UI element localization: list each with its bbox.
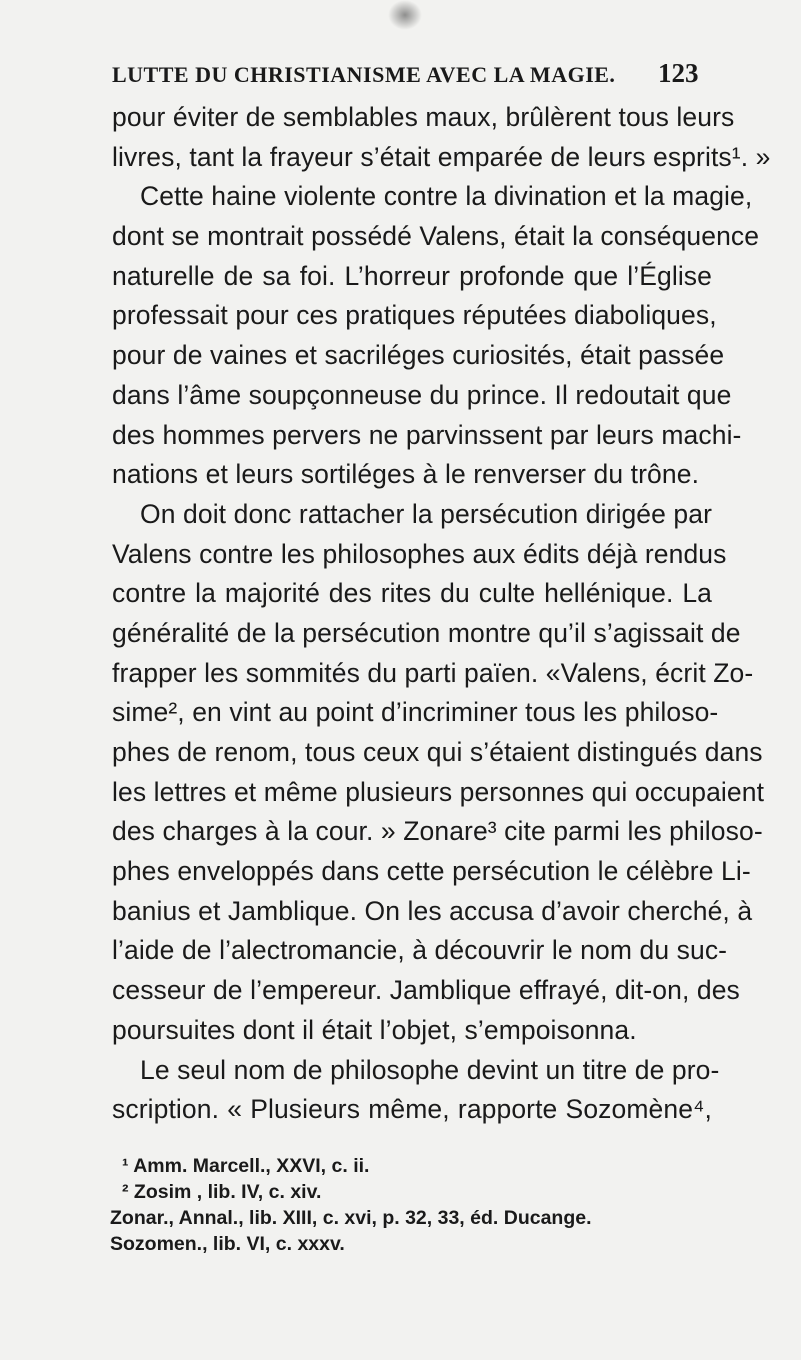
ink-stain xyxy=(388,0,422,30)
text-line: cesseur de l’empereur. Jamblique effrayé, dit-on, des xyxy=(112,975,740,1006)
text-line: dont se montrait possédé Valens, était la conséquence xyxy=(112,221,760,252)
page-header xyxy=(0,58,801,98)
text-line: sime², en vint au point d’incriminer tous les philoso- xyxy=(112,697,719,728)
text-line: naturelle de sa foi. L’horreur profonde que l’Église xyxy=(112,260,712,291)
text-line: des hommes pervers ne parvinssent par leurs machi- xyxy=(112,419,742,450)
text-line: On doit donc rattacher la persécution dirigée par xyxy=(140,498,713,529)
text-line: Valens contre les philosophes aux édits déjà rendus xyxy=(112,538,727,569)
text-line: dans l’âme soupçonneuse du prince. Il redoutait que xyxy=(112,379,732,410)
page-number: 123 xyxy=(658,58,699,88)
text-line: phes enveloppés dans cette persécution le célèbre Li- xyxy=(112,856,751,887)
text-line: contre la majorité des rites du culte hellénique. La xyxy=(112,578,712,609)
text-line: professait pour ces pratiques réputées diaboliques, xyxy=(112,300,717,331)
text-line: pour éviter de semblables maux, brûlèrent tous leurs xyxy=(112,102,735,132)
text-line: nations et leurs sortiléges à le renverser du trône. xyxy=(112,459,700,490)
text-line: poursuites dont il était l’objet, s’empoisonna. xyxy=(112,1014,637,1045)
footnotes xyxy=(110,1153,730,1257)
text-line: phes de renom, tous ceux qui s’étaient distingués dans xyxy=(112,737,763,767)
text-line: frapper les sommités du parti païen. «Valens, écrit Zo- xyxy=(112,657,754,688)
footnote: Sozomen., lib. VI, c. xxxv. xyxy=(110,1233,345,1255)
text-line: banius et Jamblique. On les accusa d’avoir cherché, à xyxy=(112,895,753,926)
text-line: scription. « Plusieurs même, rapporte Sozomène⁴, xyxy=(112,1094,712,1125)
footnote: ¹ Amm. Marcell., XXVI, c. ii. xyxy=(122,1155,370,1177)
footnote: ² Zosim , lib. IV, c. xiv. xyxy=(122,1181,322,1203)
text-line: l’aide de l’alectromancie, à découvrir le nom du suc- xyxy=(112,935,728,966)
text-line: des charges à la cour. » Zonare³ cite parmi les philoso- xyxy=(112,816,763,847)
text-line: pour de vaines et sacriléges curiosités, était passée xyxy=(112,340,725,371)
body-text xyxy=(112,98,771,1130)
footnote: Zonar., Annal., lib. XIII, c. xvi, p. 32, 33, éd. Ducange. xyxy=(110,1207,592,1229)
text-line: livres, tant la frayeur s’était emparée de leurs esprits¹. » xyxy=(112,141,771,172)
text-line: les lettres et même plusieurs personnes qui occupaient xyxy=(112,776,765,807)
text-line: Le seul nom de philosophe devint un titre de pro- xyxy=(140,1054,720,1085)
text-line: généralité de la persécution montre qu’il s’agissait de xyxy=(112,617,741,648)
text-line: Cette haine violente contre la divination et la magie, xyxy=(140,181,753,212)
running-title: LUTTE DU CHRISTIANISME AVEC LA MAGIE. xyxy=(112,62,616,87)
